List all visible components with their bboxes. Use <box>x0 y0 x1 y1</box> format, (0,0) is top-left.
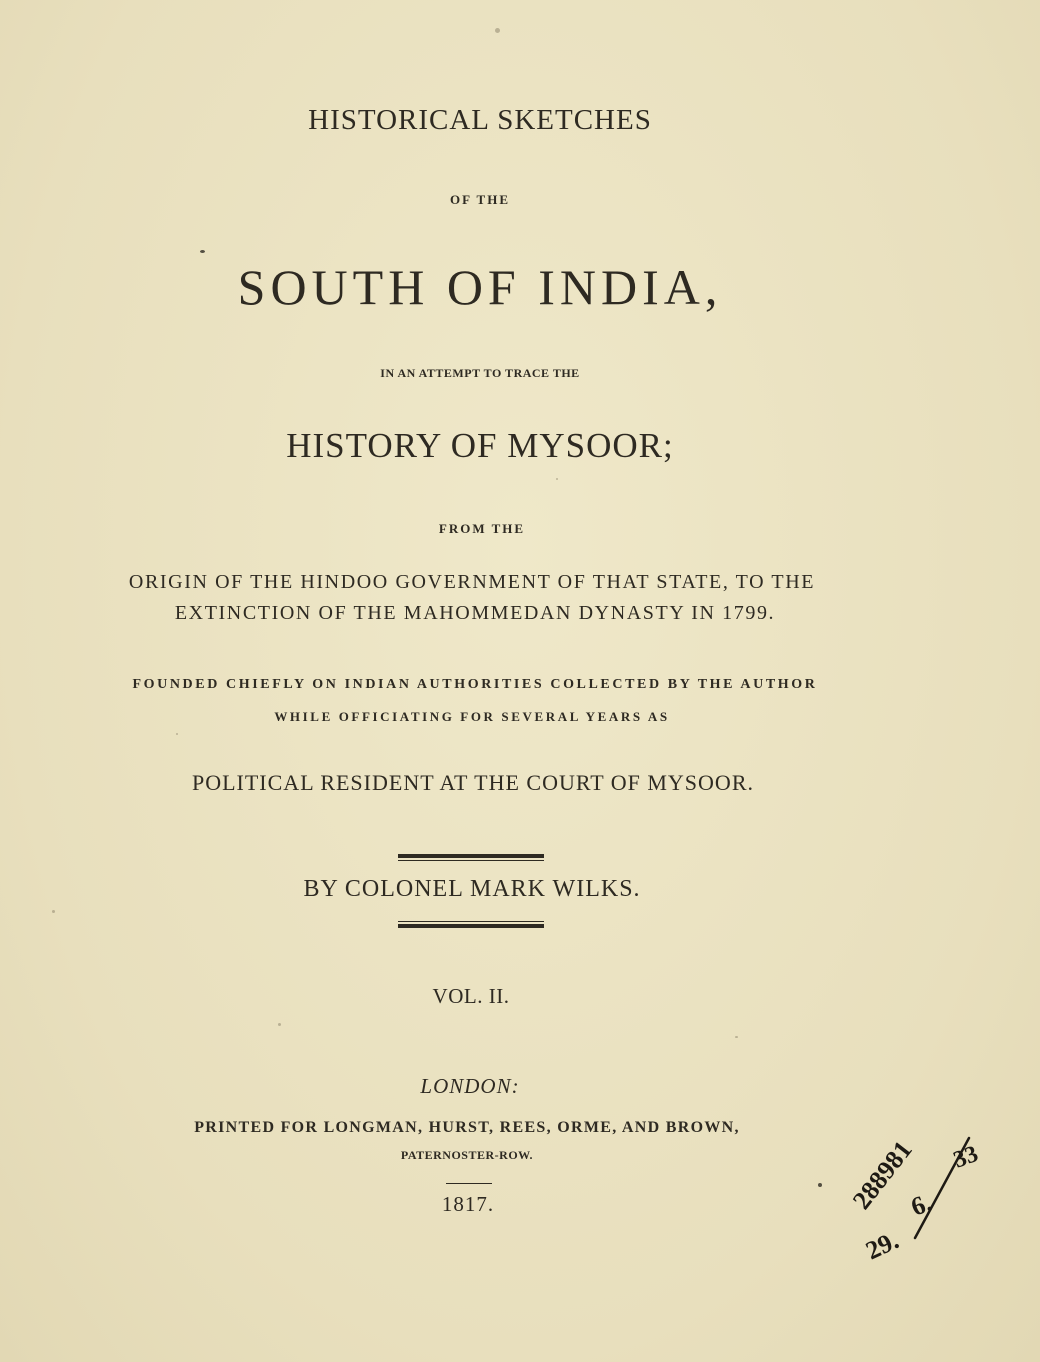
paper-speck <box>495 28 500 33</box>
publication-year: 1817. <box>441 1192 495 1216</box>
author-name: BY COLONEL MARK WILKS. <box>303 876 641 902</box>
paper-speck <box>200 250 205 253</box>
book-subtitle-intro: IN AN ATTEMPT TO TRACE THE <box>380 366 580 380</box>
book-subtitle: HISTORY OF MYSOOR; <box>286 426 674 465</box>
book-main-title: SOUTH OF INDIA, <box>237 259 723 315</box>
svg-text:33: 33 <box>950 1140 982 1174</box>
year-rule <box>446 1183 492 1184</box>
svg-text:29.: 29. <box>861 1225 903 1266</box>
printer-line: PRINTED FOR LONGMAN, HURST, REES, ORME, AND BROWN, <box>194 1119 740 1136</box>
paper-speck <box>52 910 55 913</box>
book-title-connector: OF THE <box>449 192 511 207</box>
paper-speck <box>278 1023 281 1026</box>
sources-line-1: FOUNDED CHIEFLY ON INDIAN AUTHORITIES COLLECTED BY THE AUTHOR <box>132 677 818 692</box>
paper-speck <box>735 1036 738 1038</box>
svg-text:288981: 288981 <box>846 1135 918 1215</box>
publication-city: LONDON: <box>420 1074 520 1098</box>
scope-line-1: ORIGIN OF THE HINDOO GOVERNMENT OF THAT STATE, TO THE <box>128 571 816 593</box>
book-title-line-1: HISTORICAL SKETCHES <box>308 104 652 136</box>
printer-address: PATERNOSTER-ROW. <box>400 1148 534 1162</box>
from-the-label: FROM THE <box>438 521 526 536</box>
sources-line-2: WHILE OFFICIATING FOR SEVERAL YEARS AS <box>274 709 670 724</box>
paper-speck <box>818 1183 822 1187</box>
svg-text:6.: 6. <box>907 1187 936 1222</box>
paper-speck <box>556 478 558 480</box>
volume-number: VOL. II. <box>432 984 510 1008</box>
scope-line-2: EXTINCTION OF THE MAHOMMEDAN DYNASTY IN 1799. <box>174 602 776 624</box>
paper-speck <box>176 733 178 735</box>
author-office: POLITICAL RESIDENT AT THE COURT OF MYSOOR. <box>191 770 754 795</box>
library-stamp <box>845 1128 995 1268</box>
